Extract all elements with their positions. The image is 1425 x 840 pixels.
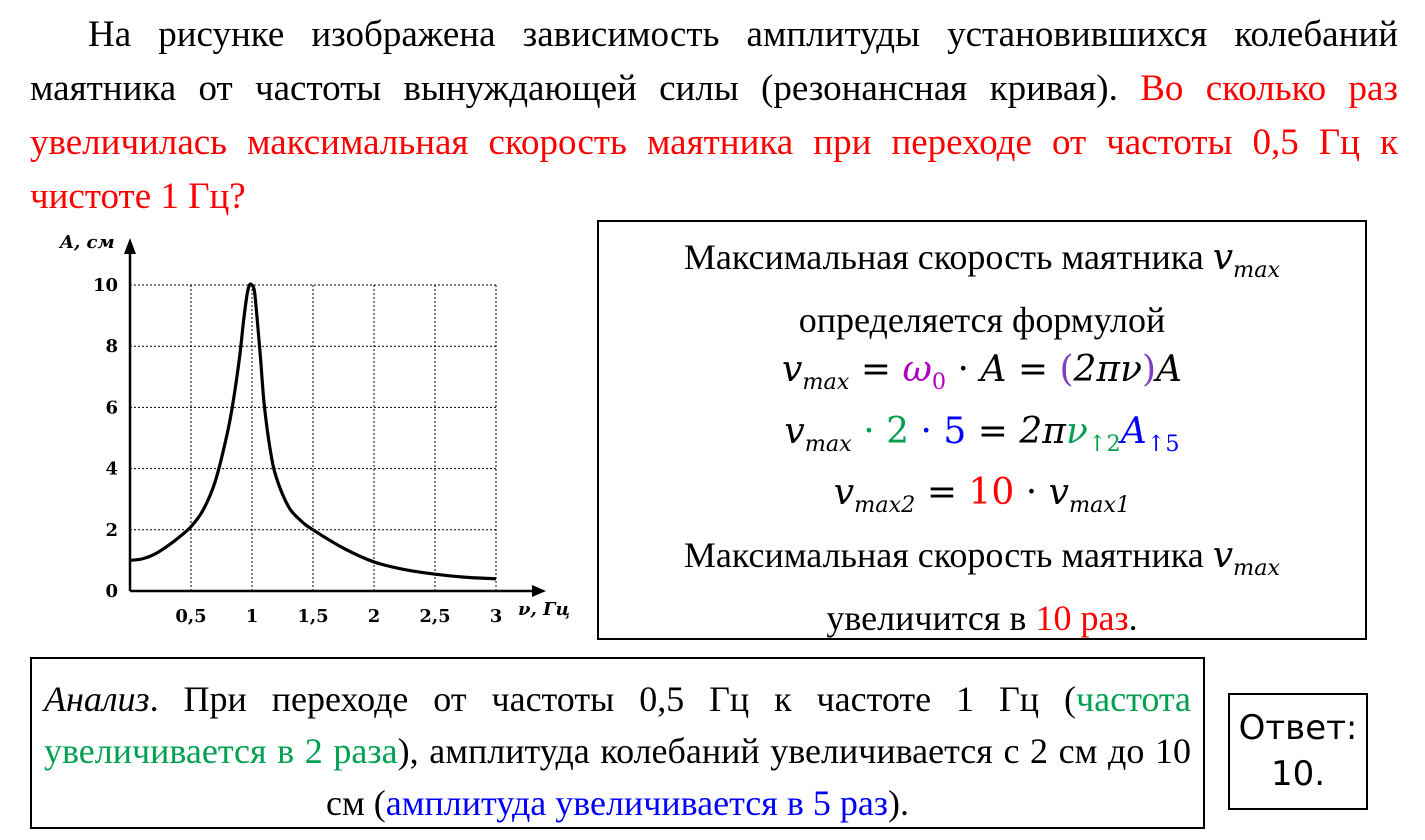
answer-label: Ответ: [1238, 708, 1358, 748]
x-tick-label: 1,5 [297, 606, 329, 627]
analysis-amplitude-note: амплитуда увеличивается в 5 раз [385, 783, 889, 823]
answer-value: 10. [1270, 754, 1326, 794]
analysis-text-3: ). [888, 783, 910, 823]
v-max-subscript: max [802, 368, 850, 395]
formula-2 [599, 407, 1365, 469]
factor-five: 5 [943, 410, 967, 452]
answer-box [1228, 693, 1368, 810]
solution-text-1: Максимальная скорость маятника [683, 237, 1213, 277]
solution-line-2: определяется формулой [798, 299, 1166, 340]
factor-ten: 10 [968, 472, 1015, 514]
x-tick-label: 2,5 [419, 606, 451, 627]
formula-3 [599, 468, 1365, 530]
solution-line-1 [599, 232, 1365, 295]
y-tick-label: 2 [105, 519, 118, 541]
v-symbol: v [833, 472, 855, 514]
v-symbol: v [781, 348, 803, 390]
solution-box [597, 220, 1367, 640]
analysis-lead: Анализ [44, 679, 150, 719]
omega-symbol: ω [902, 348, 932, 390]
solution-text-6: Максимальная скорость маятника [683, 535, 1213, 576]
amplitude-symbol: A [1120, 410, 1147, 452]
dot: · [1025, 472, 1038, 514]
dot: · [957, 348, 969, 390]
equals: = [926, 472, 957, 514]
analysis-text-2: ), амплитуда колебаний увеличивается с 2 см до 10 см ( [325, 731, 1191, 823]
nu-symbol: ν [1065, 410, 1088, 452]
equals: = [1017, 348, 1048, 390]
x-axis-label: ν, Гц [518, 599, 570, 620]
v-max-subscript: max [1233, 554, 1281, 581]
v-symbol: v [1212, 237, 1234, 278]
solution-end: . [1128, 597, 1138, 638]
problem-text [30, 8, 1398, 224]
y-tick-label: 10 [92, 275, 118, 296]
paren-open: ( [1059, 348, 1074, 390]
A-increased [1120, 410, 1180, 457]
two-pi: 2π [1019, 410, 1066, 452]
analysis-frequency-note: частота увеличивается в 2 раза [44, 679, 1191, 771]
problem-statement: На рисунке изображена зависимость амплитуды установившихся колебаний маятника от частоты вынуждающей силы (резонансная кривая). [30, 14, 1398, 109]
nu-increased [1065, 410, 1121, 457]
x-tick-label: 0,5 [175, 606, 207, 627]
problem-question: Во сколько раз увеличилась максимальная скорость маятника при переходе от частоты 0,5 Гц к чистоте 1 Гц? [30, 68, 1399, 217]
equals: = [860, 348, 891, 390]
nu-subscript: ↑2 [1087, 430, 1121, 457]
dot: · [863, 410, 875, 452]
x-tick-label: 2 [367, 606, 381, 627]
v-max-subscript: max [804, 430, 852, 457]
y-axis-arrow [124, 238, 136, 254]
amplitude-symbol: A [980, 348, 1007, 390]
y-tick-label: 6 [105, 397, 118, 419]
v-symbol: v [784, 410, 805, 452]
omega-subscript: 0 [931, 368, 947, 395]
resonance-chart [40, 222, 580, 642]
analysis-text-1: . При переходе от частоты 0,5 Гц к частоте 1 Гц ( [149, 679, 1076, 719]
v-symbol: v [1048, 472, 1069, 514]
A-subscript: ↑5 [1146, 430, 1180, 457]
omega-zero [902, 348, 947, 395]
y-axis-label: A, см [60, 232, 115, 253]
y-tick-label: 8 [105, 336, 118, 358]
solution-line-7 [599, 593, 1365, 643]
x-axis-arrow [532, 585, 546, 597]
solution-line-6 [599, 530, 1365, 593]
two-pi-nu: 2πν [1073, 348, 1142, 390]
factor-two: 2 [886, 410, 910, 452]
y-tick-label: 4 [105, 458, 118, 480]
equals: = [977, 410, 1008, 452]
v-max1-subscript: max1 [1068, 492, 1131, 519]
y-tick-label: 0 [105, 581, 118, 602]
v-max-subscript: max [1233, 256, 1281, 283]
amplitude-symbol: A [1156, 348, 1182, 390]
v-symbol: v [1212, 535, 1234, 577]
analysis-box [30, 657, 1205, 829]
chart-grid [130, 285, 496, 591]
dot: · [920, 410, 932, 452]
v-max2-subscript: max2 [854, 492, 916, 519]
formula-1 [599, 345, 1365, 407]
solution-text-7: увеличится в [826, 597, 1036, 638]
paren-close: ) [1141, 348, 1156, 390]
x-tick-label: 1 [245, 606, 259, 627]
solution-result: 10 раз [1035, 597, 1129, 638]
x-tick-label: 3 [489, 606, 503, 627]
